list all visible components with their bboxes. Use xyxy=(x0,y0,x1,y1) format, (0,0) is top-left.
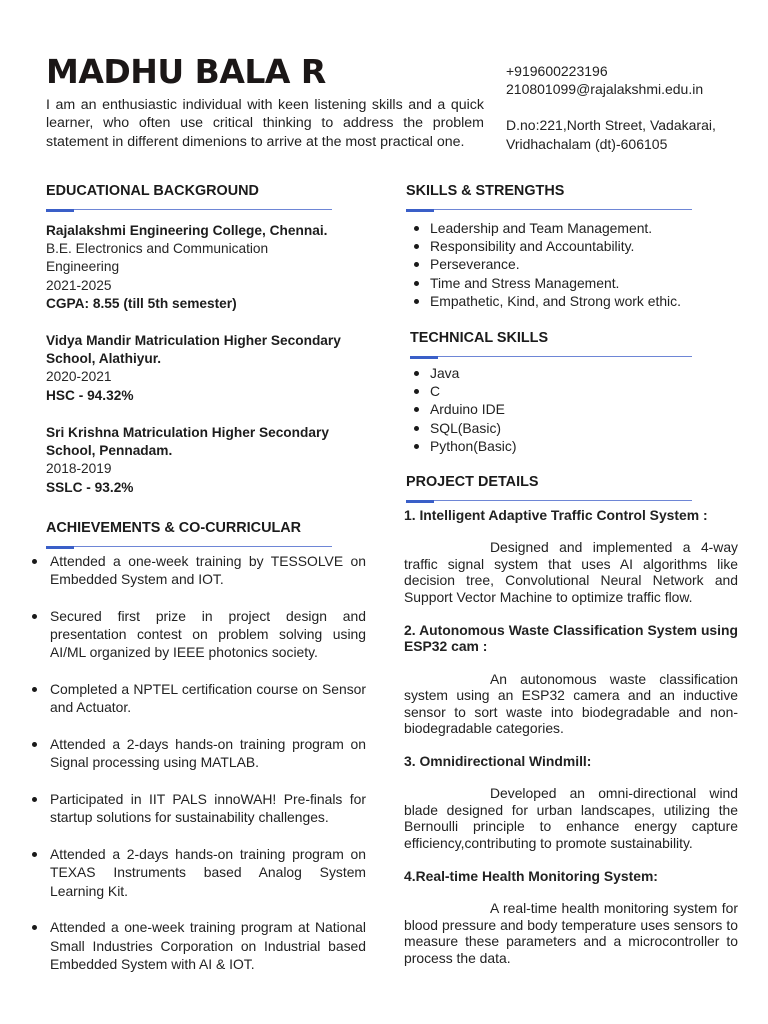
section-rule-accent xyxy=(406,209,434,212)
section-rule xyxy=(46,209,332,210)
list-item: Participated in IIT PALS innoWAH! Pre-finals for startup solutions for sustainability challenges. xyxy=(30,790,366,826)
study-years: 2020-2021 xyxy=(46,369,112,385)
list-item: Arduino IDE xyxy=(406,400,746,418)
list-item: Completed a NPTEL certification course on Sensor and Actuator. xyxy=(30,680,366,716)
technical-skills-list xyxy=(406,364,746,455)
list-item: Empathetic, Kind, and Strong work ethic. xyxy=(406,292,746,310)
project-heading: 4.Real-time Health Monitoring System: xyxy=(404,868,658,884)
section-rule-accent xyxy=(410,356,438,359)
list-item: Perseverance. xyxy=(406,255,746,273)
project-entry xyxy=(404,868,738,966)
contact-block xyxy=(506,62,756,153)
study-years: 2018-2019 xyxy=(46,461,112,477)
phone-number: +919600223196 xyxy=(506,63,608,79)
list-item: Time and Stress Management. xyxy=(406,274,746,292)
education-entry xyxy=(46,222,346,313)
address-line-1: D.no:221,North Street, Vadakarai, xyxy=(506,117,716,134)
education-entry xyxy=(46,424,346,497)
technical-heading xyxy=(410,330,692,359)
achievements-list xyxy=(30,552,366,992)
list-item: C xyxy=(406,382,746,400)
skills-title: SKILLS & STRENGTHS xyxy=(406,183,565,199)
education-title: EDUCATIONAL BACKGROUND xyxy=(46,183,259,199)
project-entry xyxy=(404,753,738,851)
project-entry xyxy=(404,622,738,736)
achievements-heading xyxy=(46,520,332,549)
projects-title: PROJECT DETAILS xyxy=(406,474,539,490)
address-line-2: Vridhachalam (dt)-606105 xyxy=(506,135,668,152)
list-item: SQL(Basic) xyxy=(406,419,746,437)
section-rule xyxy=(410,356,692,357)
project-heading: 1. Intelligent Adaptive Traffic Control System : xyxy=(404,507,708,523)
academic-score: SSLC - 93.2% xyxy=(46,479,134,495)
list-item: Attended a 2-days hands-on training program on TEXAS Instruments based Analog System Learning Kit. xyxy=(30,845,366,900)
project-description: A real-time health monitoring system for blood pressure and body temperature uses sensors to measure these parameters and a microcontroller to process the data. xyxy=(404,900,738,966)
achievements-title: ACHIEVEMENTS & CO-CURRICULAR xyxy=(46,520,302,536)
candidate-name: MADHU BALA R xyxy=(46,52,326,91)
technical-title: TECHNICAL SKILLS xyxy=(410,330,549,346)
institution-name: Rajalakshmi Engineering College, Chennai. xyxy=(46,223,328,238)
project-heading: 3. Omnidirectional Windmill: xyxy=(404,753,592,769)
project-entry xyxy=(404,507,738,605)
study-years: 2021-2025 xyxy=(46,277,112,293)
list-item: Python(Basic) xyxy=(406,437,746,455)
section-rule xyxy=(46,546,332,547)
section-rule xyxy=(406,209,692,210)
section-rule-accent xyxy=(46,209,74,212)
list-item: Leadership and Team Management. xyxy=(406,219,746,237)
project-heading: 2. Autonomous Waste Classification System using ESP32 cam : xyxy=(404,622,738,655)
education-entry xyxy=(46,332,346,405)
list-item: Responsibility and Accountability. xyxy=(406,237,746,255)
section-rule xyxy=(406,500,692,501)
list-item: Secured first prize in project design and presentation contest on problem solving using AI/ML organized by IEEE photonics society. xyxy=(30,607,366,662)
education-heading xyxy=(46,183,332,212)
list-item: Attended a one-week training by TESSOLVE on Embedded System and IOT. xyxy=(30,552,366,588)
degree-name: B.E. Electronics and Communication Engineering xyxy=(46,241,269,275)
section-rule-accent xyxy=(406,500,434,503)
list-item: Attended a 2-days hands-on training program on Signal processing using MATLAB. xyxy=(30,735,366,771)
skills-heading xyxy=(406,183,692,212)
academic-score: CGPA: 8.55 (till 5th semester) xyxy=(46,295,237,311)
institution-name: Vidya Mandir Matriculation Higher Secondary School, Alathiyur. xyxy=(46,333,341,367)
academic-score: HSC - 94.32% xyxy=(46,387,134,403)
section-rule-accent xyxy=(46,546,74,549)
email-address: 210801099@rajalakshmi.edu.in xyxy=(506,81,704,98)
list-item: Attended a one-week training program at National Small Industries Corporation on Industrial based Embedded System with AI & IOT. xyxy=(30,918,366,973)
project-description: Designed and implemented a 4-way traffic signal system that uses AI algorithms like decision tree, Convolutional Neural Network and Support Vector Machine to optimize traffic flow. xyxy=(404,539,738,605)
project-description: Developed an omni-directional wind blade designed for urban landscapes, utilizing the Bernoulli principle to enhance energy capture efficiency,contributing to promote sustainability. xyxy=(404,785,738,851)
projects-heading xyxy=(406,474,692,503)
project-description: An autonomous waste classification system using an ESP32 camera and an inductive sensor to sort waste into biodegradable and non-biodegradable categories. xyxy=(404,670,738,737)
skills-list xyxy=(406,219,746,310)
list-item: Java xyxy=(406,364,746,382)
intro-statement: I am an enthusiastic individual with keen listening skills and a quick learner, who often use critical thinking to address the problem statement in different dimenions to arrive at the most practical one. xyxy=(46,97,484,150)
institution-name: Sri Krishna Matriculation Higher Secondary School, Pennadam. xyxy=(46,425,329,459)
